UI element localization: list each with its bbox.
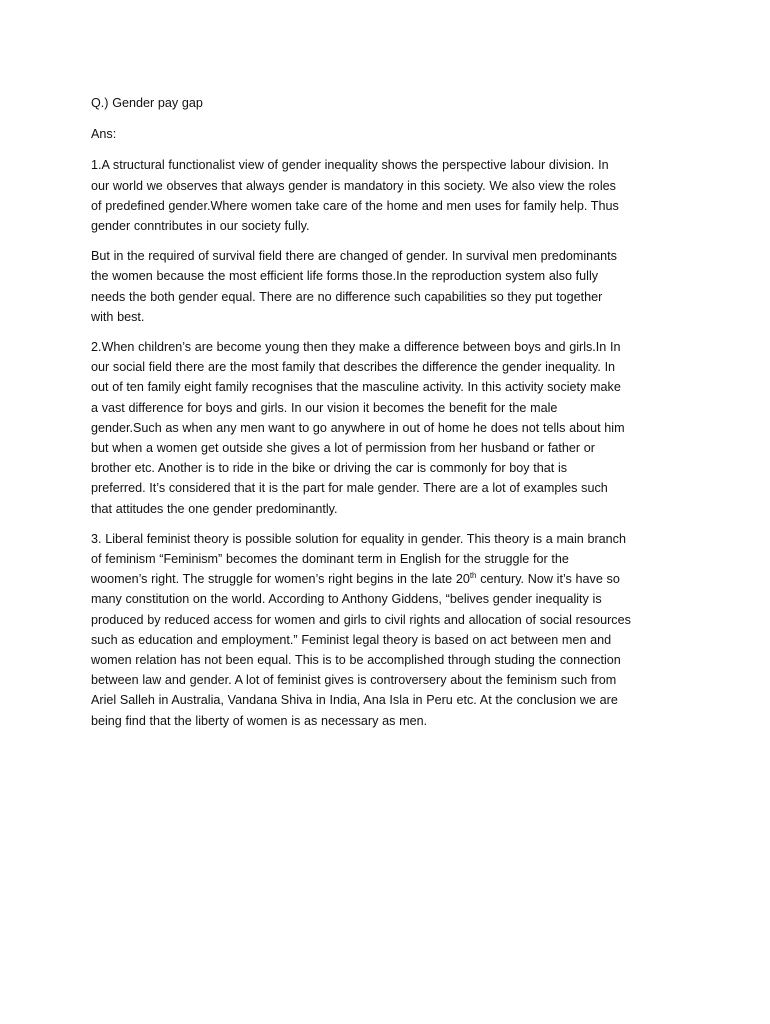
paragraph-3: 2.When children’s are become young then they make a difference between boys and girls.In In our social field there are the most family that describes the difference the gender inequality. In out of ten family eight family recognises that the masculine activity. In this activity society make a vast difference for boys and girls. In our vision it becomes the benefit for the male gender.Such as when any men want to go anywhere in out of home he does not tells about him but when a women get outside she gives a lot of permission from her husband or father or brother etc. Another is to ride in the bike or driving the car is commonly for boy that is preferred. It’s considered that it is the part for male gender. There are a lot of examples such that attitudes the one gender predominantly. — [91, 340, 625, 516]
ordinal-superscript: th — [469, 571, 477, 581]
document-body — [91, 93, 686, 741]
paragraph-4-part-a: 3. Liberal feminist theory is possible solution for equality in gender. This theory is a main branch of feminism “Feminism” becomes the dominant term in English for the struggle for the woomen’s right. The struggle for women’s right begins in the late 20 — [91, 531, 626, 587]
answer-label: Ans: — [91, 127, 117, 142]
paragraph-4 — [91, 529, 686, 731]
paragraph-1: 1.A structural functionalist view of gender inequality shows the perspective labour division. In our world we observes that always gender is mandatory in this society. We also view the roles of predefined gender.Where women take care of the home and men uses for family help. Thus gender conntributes in our society fully. — [91, 158, 619, 234]
question-heading: Q.) Gender pay gap — [91, 96, 203, 110]
paragraph-4-part-b: century. Now it’s have so many constitution on the world. According to Anthony Giddens, “belives gender inequality is produced by reduced access for women and girls to civil rights and allocation of social resources such as education and employment.” Feminist legal theory is based on act between men and women relation has not been equal. This is to be accomplished through studing the connection between law and gender. A lot of feminist gives is controversery about the feminism such from Ariel Salleh in Australia, Vandana Shiva in India, Ana Isla in Peru etc. At the conclusion we are being find that the liberty of women is as necessary as men. — [91, 572, 631, 728]
paragraph-2: But in the required of survival field there are changed of gender. In survival men predominants the women because the most efficient life forms those.In the reproduction system also fully needs the both gender equal. There are no difference such capabilities so they put together with best. — [91, 249, 617, 324]
